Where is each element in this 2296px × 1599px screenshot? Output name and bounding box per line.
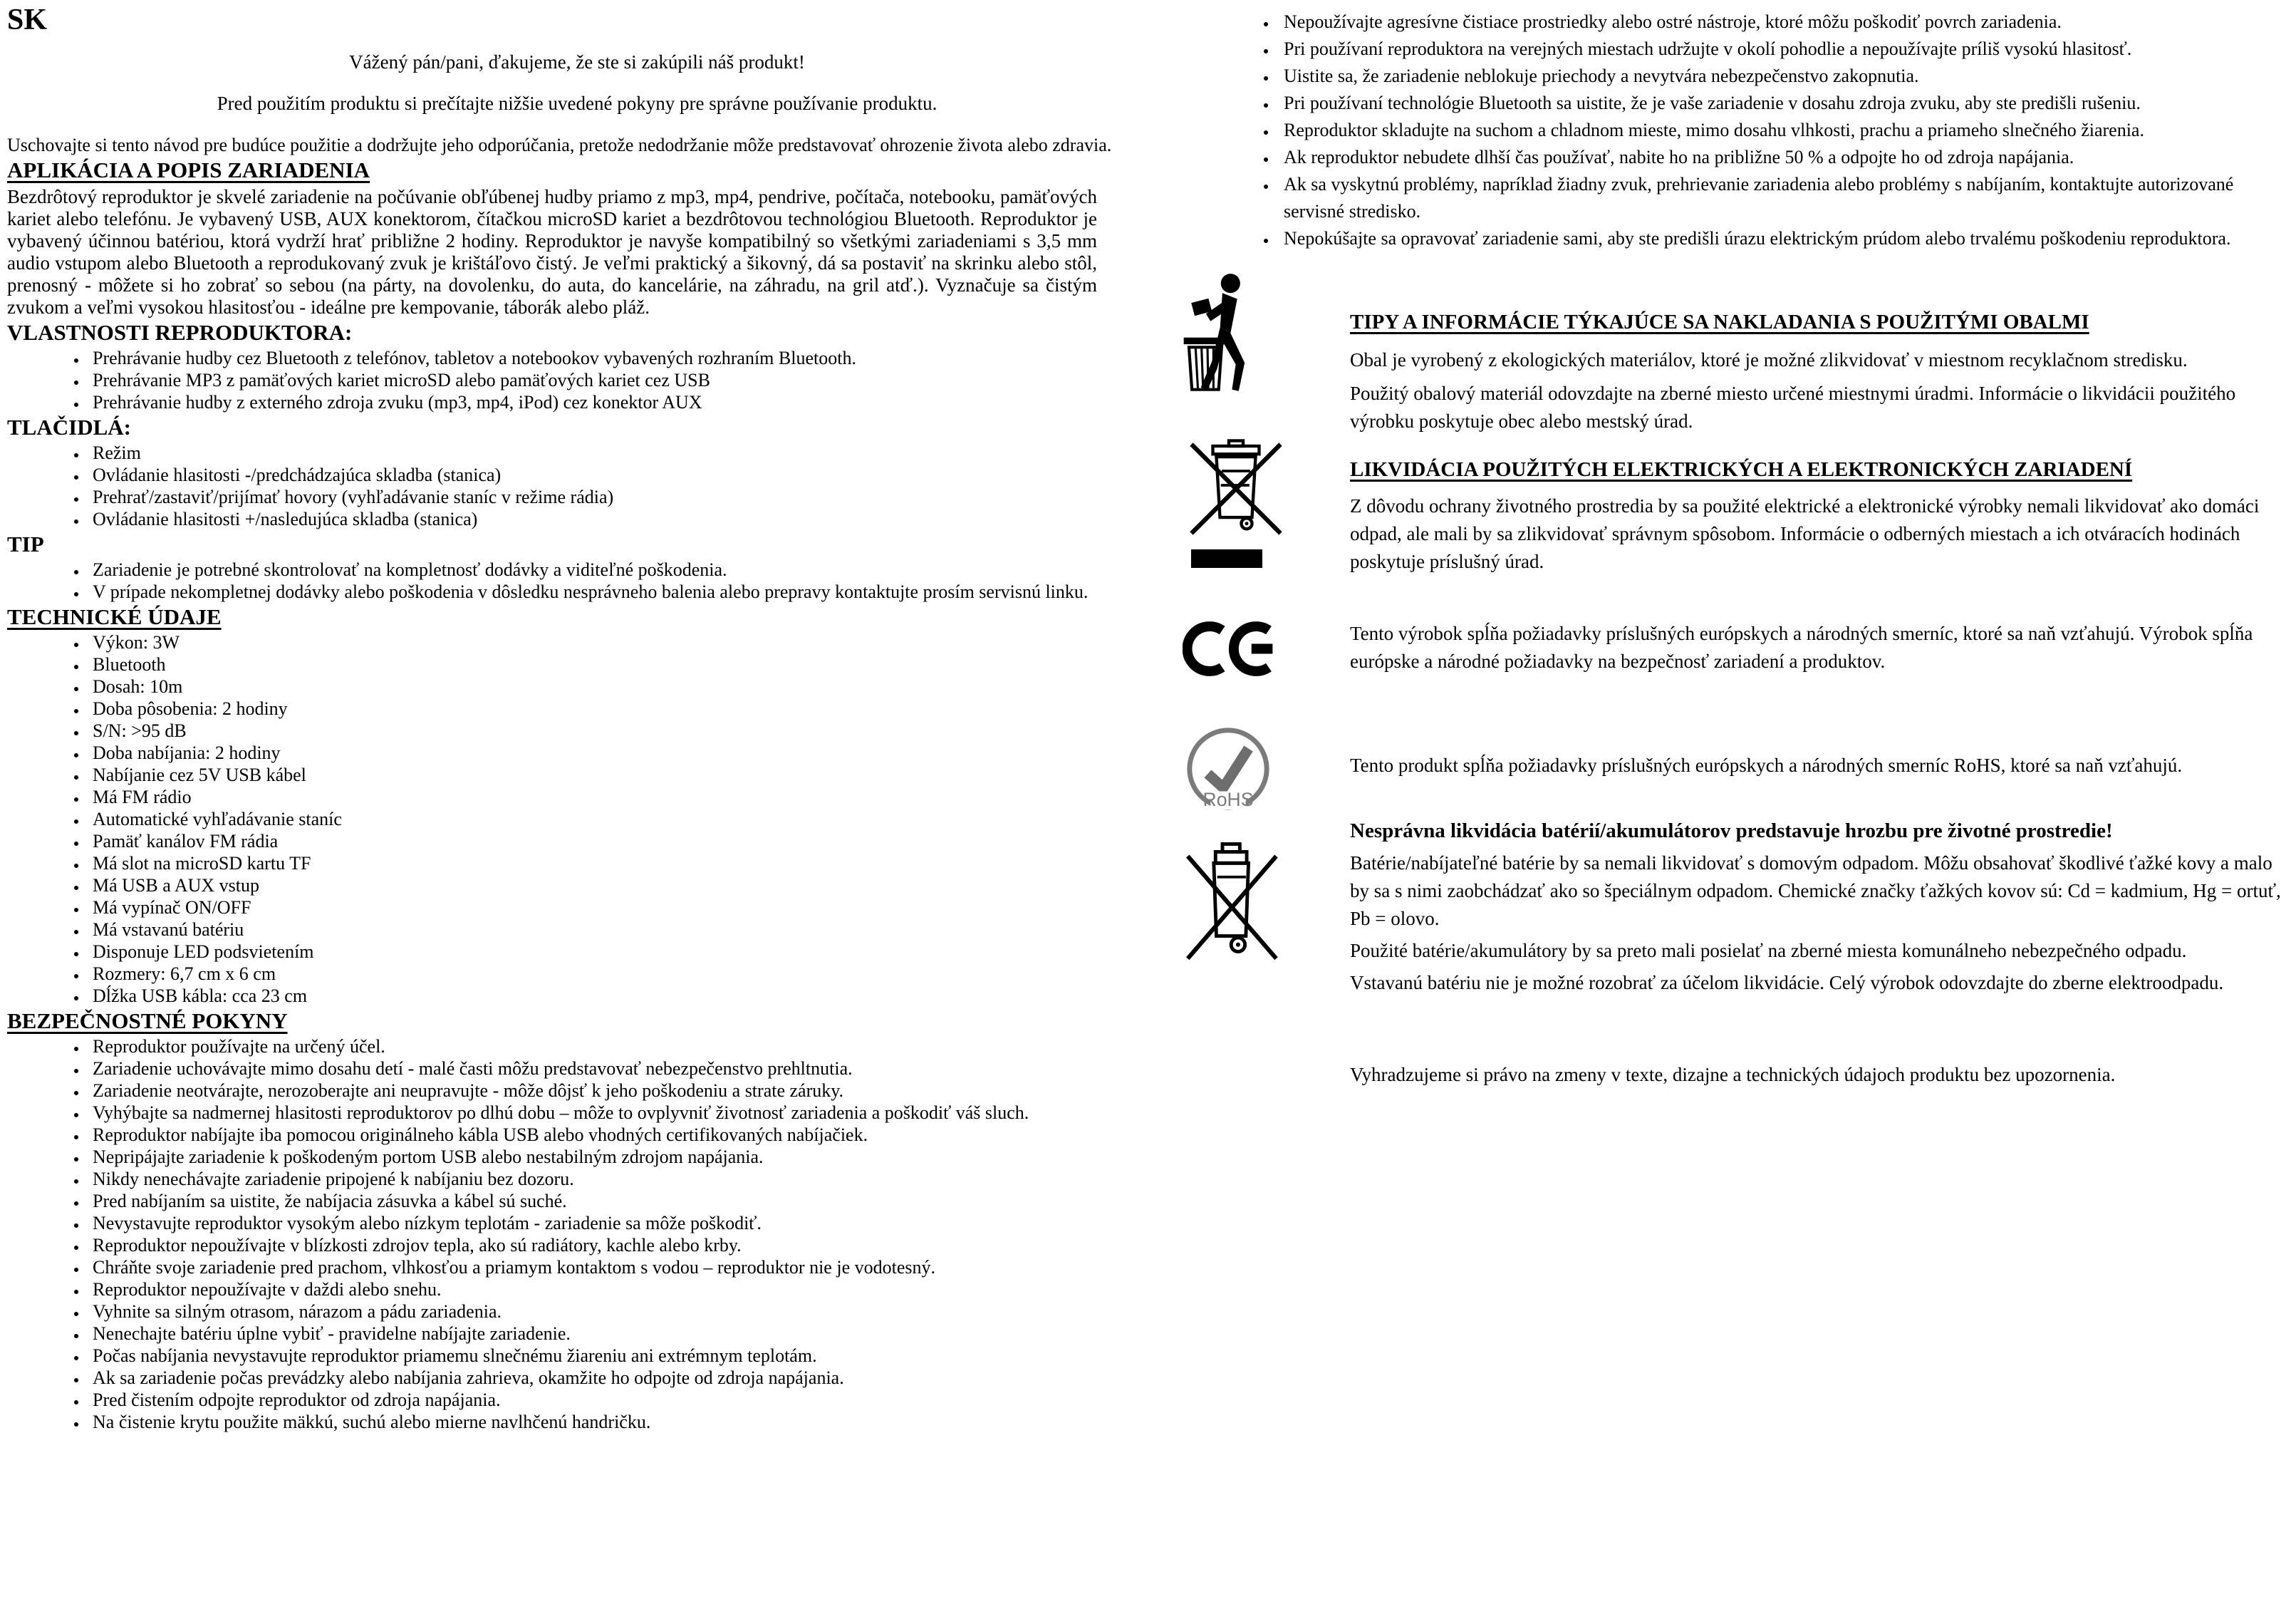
buttons-list xyxy=(7,442,1147,530)
section-heading-safety: BEZPEČNOSTNÉ POKYNY xyxy=(7,1008,288,1033)
list-item: • Dĺžka USB kábla: cca 23 cm xyxy=(87,985,1147,1007)
battery-paragraph-2: Použité batérie/akumulátory by sa preto mali posielať na zberné miesta komunálneho nebezpečného odpadu. xyxy=(1350,940,2187,961)
battery-paragraph-3: Vstavanú batériu nie je možné rozobrať za účelom likvidácie. Celý výrobok odovzdajte do zberne elektroodpadu. xyxy=(1350,972,2224,993)
rohs-label: RoHS xyxy=(1202,789,1254,811)
rohs-section xyxy=(1183,723,2289,817)
ce-paragraph: Tento výrobok spĺňa požiadavky príslušných európskych a národných smerníc, ktoré sa naň vzťahujú. Výrobok spĺňa európske a národné požiadavky na bezpečnosť zariadení a produktov. xyxy=(1350,623,2253,672)
packaging-heading: TIPY A INFORMÁCIE TÝKAJÚCE SA NAKLADANIA S POUŽITÝMI OBALMI xyxy=(1350,311,2089,333)
list-item: • Nevystavujte reproduktor vysokým alebo nízkym teplotám - zariadenie sa môže poškodiť. xyxy=(87,1212,1147,1234)
list-item: • Má slot na microSD kartu TF xyxy=(87,852,1147,874)
right-column xyxy=(1183,0,2289,1089)
ce-text xyxy=(1350,611,2289,676)
ce-icon-cell xyxy=(1183,611,1350,686)
list-item: • Chráňte svoje zariadenie pred prachom, vlhkosťou a priamym kontaktom s vodou – reproduktor nie je vodotesný. xyxy=(87,1256,1147,1278)
language-label: SK xyxy=(7,4,48,36)
list-item: • Nenechajte batériu úplne vybiť - pravidelne nabíjajte zariadenie. xyxy=(87,1323,1147,1345)
list-item: • Nabíjanie cez 5V USB kábel xyxy=(87,764,1147,786)
list-item: • S/N: >95 dB xyxy=(87,720,1147,742)
weee-icon-cell xyxy=(1183,435,1350,568)
list-item: • Uistite sa, že zariadenie neblokuje priechody a nevytvára nebezpečenstvo zakopnutia. xyxy=(1277,63,2289,90)
list-item: • Doba nabíjania: 2 hodiny xyxy=(87,742,1147,764)
tip-list xyxy=(7,559,1147,603)
list-item: • Zariadenie uchovávajte mimo dosahu detí - malé časti môžu predstavovať nebezpečenstvo prehltnutia. xyxy=(87,1057,1147,1080)
list-item: • Reproduktor používajte na určený účel. xyxy=(87,1035,1147,1057)
weee-paragraph: Z dôvodu ochrany životného prostredia by sa použité elektrické a elektronické výrobky nemali likvidovať ako domáci odpad, ale mali by sa zlikvidovať správnym spôsobom. Informácie o odberných miestach a ich otváracích hodinách poskytuje príslušný úrad. xyxy=(1350,495,2260,572)
list-item: • Rozmery: 6,7 cm x 6 cm xyxy=(87,963,1147,985)
safety-list-right xyxy=(1183,9,2289,252)
tidyman-icon xyxy=(1183,272,1267,395)
list-item: • Ak sa zariadenie počas prevádzky alebo nabíjania zahrieva, okamžite ho odpojte od zdroja napájania. xyxy=(87,1367,1147,1389)
list-item: • Nikdy nenechávajte zariadenie pripojené k nabíjaniu bez dozoru. xyxy=(87,1168,1147,1190)
section-heading-buttons: TLAČIDLÁ: xyxy=(7,415,131,440)
list-item: • Prehrávanie hudby cez Bluetooth z telefónov, tabletov a notebookov vybavených rozhraním Bluetooth. xyxy=(87,347,1147,369)
list-item: • Má USB a AUX vstup xyxy=(87,874,1147,896)
packaging-text xyxy=(1350,272,2289,435)
weee-crossed-bin-icon xyxy=(1183,435,1289,542)
list-item: • Má vypínač ON/OFF xyxy=(87,896,1147,918)
list-item: • Na čistenie krytu použite mäkkú, suchú alebo mierne navlhčenú handričku. xyxy=(87,1411,1147,1433)
list-item: • Pri používaní reproduktora na verejných miestach udržujte v okolí pohodlie a nepoužívajte príliš vysokú hlasitosť. xyxy=(1277,36,2289,63)
greeting-line-1: Vážený pán/pani, ďakujeme, že ste si zakúpili náš produkt! xyxy=(349,51,805,73)
list-item: • Ak sa vyskytnú problémy, napríklad žiadny zvuk, prehrievanie zariadenia alebo problémy s nabíjaním, kontaktujte autorizované servisné stredisko. xyxy=(1277,171,2289,225)
weee-section xyxy=(1183,435,2289,576)
packaging-paragraph-2: Použitý obalový materiál odovzdajte na zberné miesto určené miestnymi úradmi. Informácie o likvidácii použitého výrobku poskytuje obec alebo mestský úrad. xyxy=(1350,383,2236,432)
list-item: • Režim xyxy=(87,442,1147,464)
battery-heading: Nesprávna likvidácia batérií/akumulátorov predstavuje hrozbu pre životné prostredie! xyxy=(1350,819,2113,842)
battery-text xyxy=(1350,817,2289,997)
list-item: • Ovládanie hlasitosti -/predchádzajúca skladba (stanica) xyxy=(87,464,1147,486)
rohs-text xyxy=(1350,723,2289,780)
list-item: • Pred čistením odpojte reproduktor od zdroja napájania. xyxy=(87,1389,1147,1411)
section-heading-features: VLASTNOSTI REPRODUKTORA: xyxy=(7,320,353,345)
left-column xyxy=(7,0,1147,1433)
list-item: • Reproduktor nabíjajte iba pomocou originálneho kábla USB alebo vhodných certifikovaných nabíjačiek. xyxy=(87,1124,1147,1146)
list-item: • Pamäť kanálov FM rádia xyxy=(87,830,1147,852)
rights-reserved-note: Vyhradzujeme si právo na zmeny v texte, dizajne a technických údajoch produktu bez upozornenia. xyxy=(1350,1064,2116,1085)
list-item: • Prehrávanie hudby z externého zdroja zvuku (mp3, mp4, iPod) cez konektor AUX xyxy=(87,391,1147,413)
list-item: • Ovládanie hlasitosti +/nasledujúca skladba (stanica) xyxy=(87,508,1147,530)
packaging-paragraph-1: Obal je vyrobený z ekologických materiálov, ktoré je možné zlikvidovať v miestnom recyklačnom stredisku. xyxy=(1350,349,2188,371)
section-heading-application: APLIKÁCIA A POPIS ZARIADENIA xyxy=(7,157,370,182)
list-item: • Vyhnite sa silným otrasom, nárazom a pádu zariadenia. xyxy=(87,1300,1147,1323)
list-item: • Bluetooth xyxy=(87,653,1147,676)
list-item: • Pri používaní technológie Bluetooth sa uistite, že je vaše zariadenie v dosahu zdroja zvuku, aby ste predišli rušeniu. xyxy=(1277,90,2289,117)
list-item: • Disponuje LED podsvietením xyxy=(87,941,1147,963)
list-item: • Prehrávanie MP3 z pamäťových kariet microSD alebo pamäťových kariet cez USB xyxy=(87,369,1147,391)
battery-section xyxy=(1183,817,2289,997)
weee-text xyxy=(1350,435,2289,576)
packaging-section xyxy=(1183,272,2289,435)
list-item: • Pred nabíjaním sa uistite, že nabíjacia zásuvka a kábel sú suché. xyxy=(87,1190,1147,1212)
safety-list-left xyxy=(7,1035,1147,1433)
list-item: • Nepoužívajte agresívne čistiace prostriedky alebo ostré nástroje, ktoré môžu poškodiť povrch zariadenia. xyxy=(1277,9,2289,36)
weee-heading: LIKVIDÁCIA POUŽITÝCH ELEKTRICKÝCH A ELEKTRONICKÝCH ZARIADENÍ xyxy=(1350,458,2133,481)
list-item: • Reproduktor nepoužívajte v blízkosti zdrojov tepla, ako sú radiátory, kachle alebo krby. xyxy=(87,1234,1147,1256)
tidyman-icon-cell xyxy=(1183,272,1350,395)
list-item: • Reproduktor skladujte na suchom a chladnom mieste, mimo dosahu vlhkosti, prachu a priameho slnečného žiarenia. xyxy=(1277,117,2289,144)
battery-icon-cell xyxy=(1183,817,1350,970)
ce-mark-icon xyxy=(1183,611,1275,686)
list-item: • Má FM rádio xyxy=(87,786,1147,808)
application-description: Bezdrôtový reproduktor je skvelé zariadenie na počúvanie obľúbenej hudby priamo z mp3, mp4, pendrive, počítača, notebooku, pamäťových kariet alebo telefónu. Je vybavený USB, AUX konektorom, čítačkou microSD kariet a bezdrôtovou technológiou Bluetooth. Reproduktor je vybavený účinnou batériou, ktorá vydrží hrať približne 2 hodiny. Reproduktor je navyše kompatibilný so všetkými zariadeniami s 3,5 mm audio vstupom alebo Bluetooth a reprodukovaný zvuk je krištáľovo čistý. Je veľmi praktický a šikovný, dá sa postaviť na skrinku alebo stôl, prenosný - môžete si ho zobrať so sebou (na párty, na dovolenku, do auta, do kancelárie, na záhradu, na gril atď.). Vyznačuje sa čistým zvukom a veľmi vysokou hlasitosťou - ideálne pre kempovanie, táborák alebo pláž. xyxy=(7,186,1097,318)
rohs-paragraph: Tento produkt spĺňa požiadavky príslušných európskych a národných smerníc RoHS, ktoré sa naň vzťahujú. xyxy=(1350,755,2183,776)
tech-specs-list xyxy=(7,631,1147,1007)
section-heading-tip: TIP xyxy=(7,532,44,557)
list-item: • Výkon: 3W xyxy=(87,631,1147,653)
rohs-icon xyxy=(1183,723,1274,814)
list-item: • Zariadenie je potrebné skontrolovať na kompletnosť dodávky a viditeľné poškodenia. xyxy=(87,559,1147,581)
list-item: • Má vstavanú batériu xyxy=(87,918,1147,941)
list-item: • Nepripájajte zariadenie k poškodeným portom USB alebo nestabilným zdrojom napájania. xyxy=(87,1146,1147,1168)
features-list xyxy=(7,347,1147,413)
list-item: • V prípade nekompletnej dodávky alebo poškodenia v dôsledku nesprávneho balenia alebo prepravy kontaktujte prosím servisnú linku. xyxy=(87,581,1147,603)
list-item: • Doba pôsobenia: 2 hodiny xyxy=(87,698,1147,720)
rohs-icon-cell xyxy=(1183,723,1350,814)
ce-section xyxy=(1183,611,2289,695)
section-heading-tech-specs: TECHNICKÉ ÚDAJE xyxy=(7,604,222,629)
keep-manual-note: Uschovajte si tento návod pre budúce použitie a dodržujte jeho odporúčania, pretože nedodržanie môže predstavovať ohrozenie života alebo zdravia. xyxy=(7,135,1112,155)
list-item: • Ak reproduktor nebudete dlhší čas používať, nabite ho na približne 50 % a odpojte ho od zdroja napájania. xyxy=(1277,144,2289,171)
list-item: • Dosah: 10m xyxy=(87,676,1147,698)
weee-black-bar xyxy=(1191,549,1262,568)
list-item: • Zariadenie neotvárajte, nerozoberajte ani neupravujte - môže dôjsť k jeho poškodeniu a strate záruky. xyxy=(87,1080,1147,1102)
greeting-line-2: Pred použitím produktu si prečítajte nižšie uvedené pokyny pre správne používanie produktu. xyxy=(217,93,937,114)
battery-disposal-icon xyxy=(1183,838,1282,970)
list-item: • Reproduktor nepoužívajte v daždi alebo snehu. xyxy=(87,1278,1147,1300)
list-item: • Nepokúšajte sa opravovať zariadenie sami, aby ste predišli úrazu elektrickým prúdom alebo trvalému poškodeniu reproduktora. xyxy=(1277,225,2289,252)
list-item: • Počas nabíjania nevystavujte reproduktor priamemu slnečnému žiareniu ani extrémnym teplotám. xyxy=(87,1345,1147,1367)
battery-paragraph-1: Batérie/nabíjateľné batérie by sa nemali likvidovať s domovým odpadom. Môžu obsahovať škodlivé ťažké kovy a malo by sa s nimi zaobchádzať ako so špeciálnym odpadom. Chemické značky ťažkých kovov sú: Cd = kadmium, Hg = ortuť, Pb = olovo. xyxy=(1350,852,2281,929)
list-item: • Prehrať/zastaviť/prijímať hovory (vyhľadávanie staníc v režime rádia) xyxy=(87,486,1147,508)
list-item: • Automatické vyhľadávanie staníc xyxy=(87,808,1147,830)
list-item: • Vyhýbajte sa nadmernej hlasitosti reproduktorov po dlhú dobu – môže to ovplyvniť životnosť zariadenia a poškodiť váš sluch. xyxy=(87,1102,1147,1124)
